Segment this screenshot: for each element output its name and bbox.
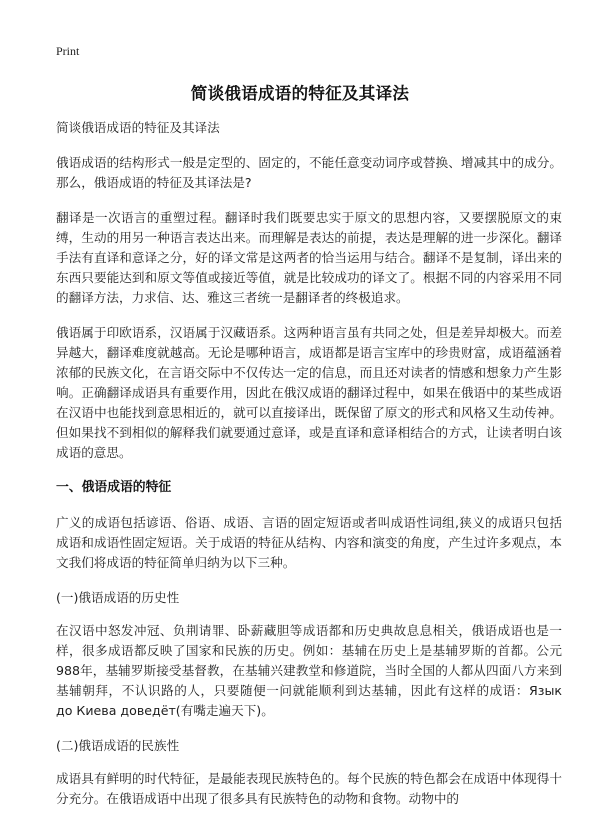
print-link[interactable]: Print bbox=[56, 44, 80, 58]
paragraph-languages: 俄语属于印欧语系，汉语属于汉藏语系。这两种语言虽有共同之处，但是差异却极大。而差异越大，翻译难度就越高。无论是哪种语言，成语都是语言宝库中的珍贵财富，成语蕴涵着浓郁的民族文化，在言语交际中不仅传达一定的信息，而且还对读者的情感和想象力产生影响。正确翻译成语具有重要作用，因此在俄汉成语的翻译过程中，如果在俄语中的某些成语在汉语中也能找到意思相近的，就可以直接译出，既保留了原文的形式和风格又生动传神。但如果找不到相似的解释我们就要通过意译，或是直译和意译相结合的方式，让读者明白该成语的意思。 bbox=[56, 325, 562, 460]
paragraph-intro: 俄语成语的结构形式一般是定型的、固定的，不能任意变动词序或替换、增减其中的成分。那么，俄语成语的特征及其译法是? bbox=[56, 155, 562, 190]
paragraph-broad: 广义的成语包括谚语、俗语、成语、言语的固定短语或者叫成语性词组,狭义的成语只包括成语和成语性固定短语。关于成语的特征从结构、内容和演变的角度，产生过许多观点，本文我们将成语的特征简单归纳为以下三种。 bbox=[56, 515, 562, 570]
subheading-nation: (二)俄语成语的民族性 bbox=[56, 738, 180, 753]
article-body bbox=[56, 118, 562, 824]
article-subtitle: 简谈俄语成语的特征及其译法 bbox=[56, 120, 220, 135]
paragraph-history: 在汉语中怒发冲冠、负荆请罪、卧薪藏胆等成语都和历史典故息息相关，俄语成语也是一样，很多成语都反映了国家和民族的历史。例如：基辅在历史上是基辅罗斯的首都。公元988年，基辅罗斯接受基督教，在基辅兴建教堂和修道院，当时全国的人都从四面八方来到基辅朝拜，不认识路的人，只要随便一问就能顺利到达基辅，因此有这样的成语：Язык до Киева доведёт(有嘴走遍天下)。 bbox=[56, 623, 562, 718]
page-title: 简谈俄语成语的特征及其译法 bbox=[190, 84, 410, 103]
paragraph-translation: 翻译是一次语言的重塑过程。翻译时我们既要忠实于原文的思想内容，又要摆脱原文的束缚，生动的用另一种语言表达出来。而理解是表达的前提，表达是理解的进一步深化。翻译手法有直译和意译之分，好的译文常是这两者的恰当运用与结合。翻译不是复制，译出来的东西只要能达到和原文等值或接近等值，就是比较成功的译文了。根据不同的内容采用不同的翻译方法，力求信、达、雅这三者统一是翻译者的终极追求。 bbox=[56, 210, 562, 305]
section-heading-features: 一、俄语成语的特征 bbox=[56, 480, 172, 495]
subheading-history: (一)俄语成语的历史性 bbox=[56, 590, 180, 605]
paragraph-nation: 成语具有鲜明的时代特征，是最能表现民族特色的。每个民族的特色都会在成语中体现得十分充分。在俄语成语中出现了很多具有民族特色的动物和食物。动物中的 bbox=[56, 771, 562, 806]
